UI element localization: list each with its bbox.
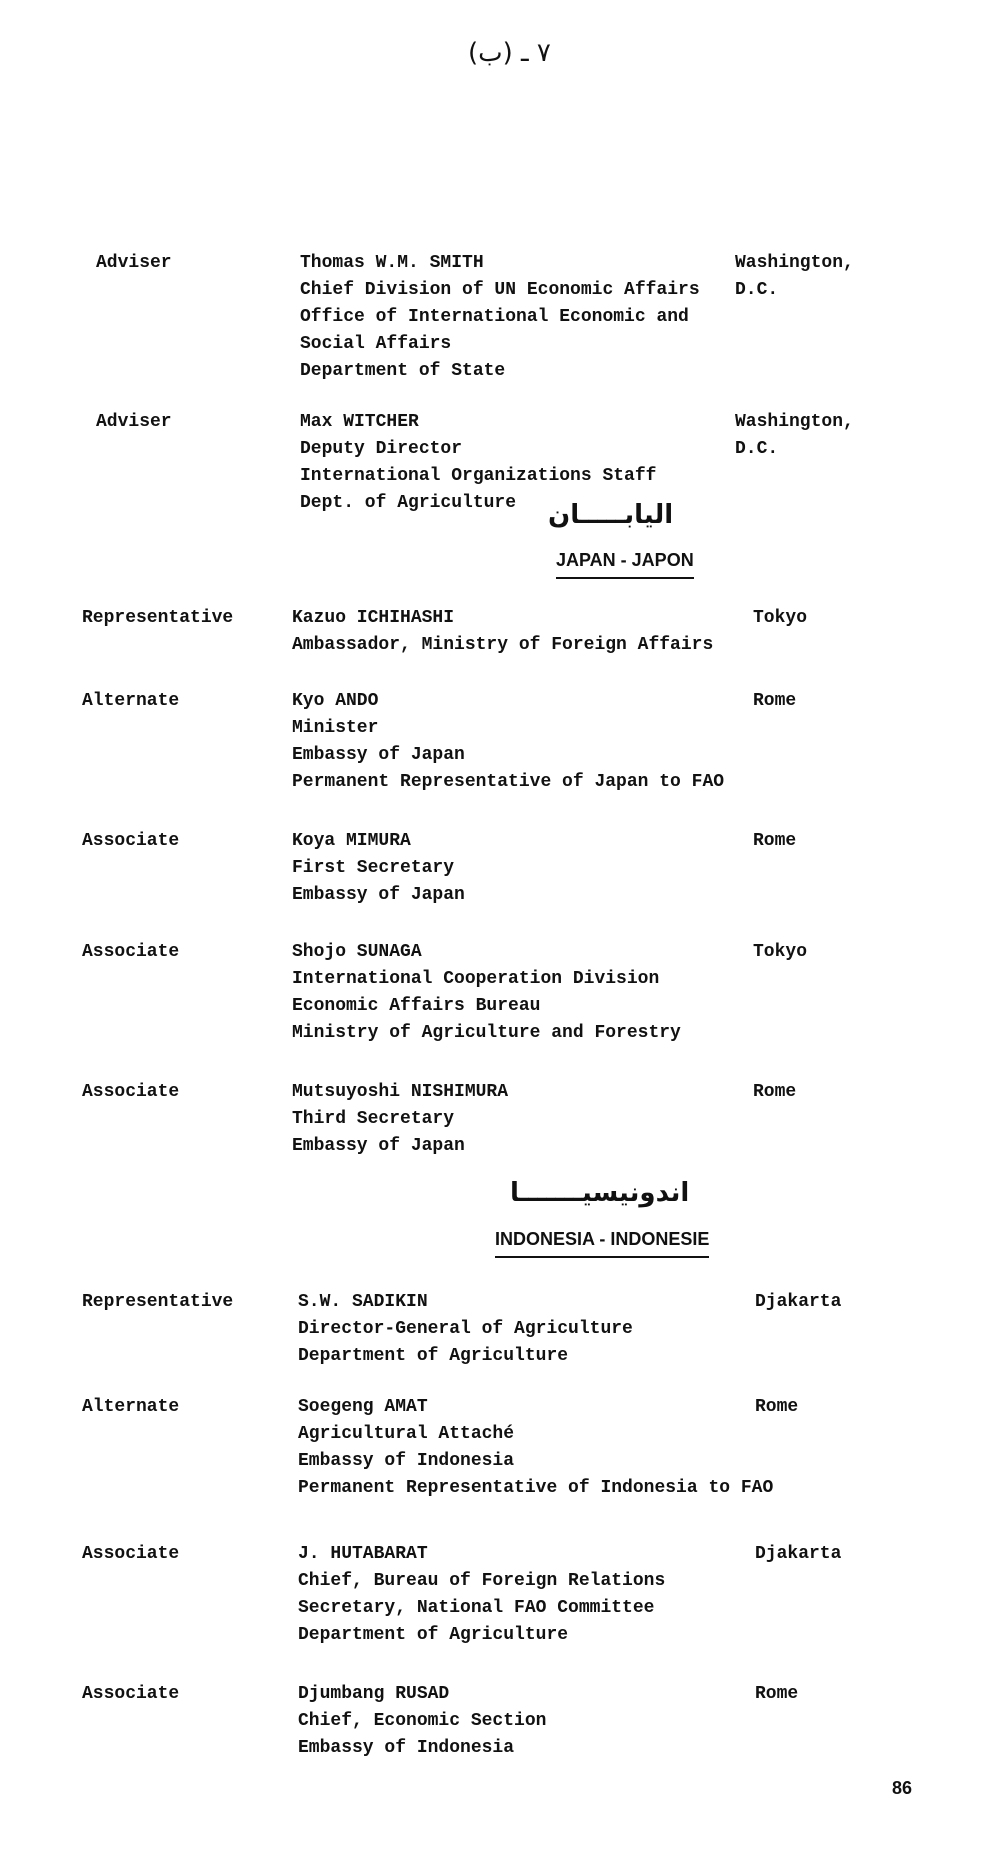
delegate-details-line: Embassy of Indonesia (298, 1451, 515, 1471)
delegate-location (755, 1289, 841, 1316)
delegate-details-line: S.W. SADIKIN (298, 1292, 428, 1312)
delegate-details-line: Minister (292, 718, 379, 738)
delegate-location (753, 605, 807, 632)
delegate-location-line: Washington, (735, 412, 854, 432)
delegate-details-line: Kazuo ICHIHASHI (292, 608, 455, 628)
delegate-role: Representative (82, 1292, 234, 1312)
delegate-details-line: Soegeng AMAT (298, 1397, 428, 1417)
delegate-role: Representative (82, 608, 234, 628)
delegate-role: Adviser (96, 253, 172, 273)
delegate-details-line: Economic Affairs Bureau (292, 996, 541, 1016)
delegate-details-line: J. HUTABARAT (298, 1544, 428, 1564)
delegate-details (292, 605, 713, 659)
delegate-role: Associate (82, 831, 180, 851)
delegate-location-line: D.C. (735, 439, 779, 459)
delegate-location (735, 409, 854, 463)
section-heading-japan: JAPAN - JAPON (556, 550, 694, 579)
delegate-details-line: International Organizations Staff (300, 466, 657, 486)
delegate-role: Associate (82, 1684, 180, 1704)
delegate-location-line: Rome (755, 1397, 799, 1417)
delegate-location (753, 1079, 796, 1106)
delegate-role: Associate (82, 1544, 180, 1564)
delegate-details-line: Embassy of Japan (292, 1136, 465, 1156)
delegate-details-line: Permanent Representative of Indonesia to FAO (298, 1478, 774, 1498)
delegate-location-line: Rome (755, 1684, 799, 1704)
delegate-location-line: Rome (753, 831, 797, 851)
delegate-location (755, 1541, 841, 1568)
delegate-details-line: International Cooperation Division (292, 969, 660, 989)
delegate-details-line: Agricultural Attaché (298, 1424, 515, 1444)
delegate-location-line: Rome (753, 1082, 797, 1102)
section-arabic-title: اندونيسيـــــــا (510, 1178, 690, 1208)
delegate-details-line: Max WITCHER (300, 412, 419, 432)
delegate-location (753, 828, 796, 855)
delegate-details-line: Embassy of Indonesia (298, 1738, 515, 1758)
delegate-details (292, 1079, 508, 1160)
delegate-location-line: D.C. (735, 280, 779, 300)
section-arabic-title: اليابـــــان (548, 500, 674, 530)
delegate-details-line: First Secretary (292, 858, 455, 878)
delegate-details-line: Embassy of Japan (292, 745, 465, 765)
delegate-location (735, 250, 854, 304)
delegate-details-line: Kyo ANDO (292, 691, 379, 711)
page-number: 86 (892, 1778, 913, 1798)
delegate-details-line: Social Affairs (300, 334, 452, 354)
delegate-details-line: Secretary, National FAO Committee (298, 1598, 655, 1618)
delegate-details-line: Director-General of Agriculture (298, 1319, 633, 1339)
delegate-details (292, 939, 681, 1047)
delegate-details-line: Department of State (300, 361, 506, 381)
delegate-details-line: Department of Agriculture (298, 1625, 569, 1645)
delegate-details-line: Embassy of Japan (292, 885, 465, 905)
delegate-details (292, 688, 724, 796)
delegate-details (298, 1394, 773, 1502)
delegate-details-line: Chief, Economic Section (298, 1711, 547, 1731)
delegate-details-line: Third Secretary (292, 1109, 455, 1129)
delegate-details-line: Permanent Representative of Japan to FAO (292, 772, 725, 792)
delegate-location-line: Djakarta (755, 1292, 842, 1312)
delegate-details-line: Koya MIMURA (292, 831, 411, 851)
delegate-location (753, 688, 796, 715)
delegate-details-line: Ambassador, Ministry of Foreign Affairs (292, 635, 714, 655)
delegate-location-line: Washington, (735, 253, 854, 273)
delegate-location (753, 939, 807, 966)
delegate-details (298, 1289, 633, 1370)
delegate-location-line: Tokyo (753, 608, 808, 628)
delegate-details-line: Department of Agriculture (298, 1346, 569, 1366)
page-title: ٧ ـ (ب) (468, 38, 551, 68)
delegate-details-line: Mutsuyoshi NISHIMURA (292, 1082, 509, 1102)
delegate-role: Alternate (82, 1397, 180, 1417)
delegate-details (298, 1541, 665, 1649)
delegate-location-line: Djakarta (755, 1544, 842, 1564)
delegate-location (755, 1681, 798, 1708)
delegate-details (292, 828, 465, 909)
delegate-details-line: Ministry of Agriculture and Forestry (292, 1023, 681, 1043)
delegate-details-line: Thomas W.M. SMITH (300, 253, 484, 273)
delegate-role: Adviser (96, 412, 172, 432)
section-heading-indonesia: INDONESIA - INDONESIE (495, 1229, 709, 1258)
delegate-location-line: Rome (753, 691, 797, 711)
delegate-details-line: Djumbang RUSAD (298, 1684, 450, 1704)
delegate-role: Alternate (82, 691, 180, 711)
delegate-details-line: Chief Division of UN Economic Affairs (300, 280, 700, 300)
delegate-role: Associate (82, 942, 180, 962)
delegate-details-line: Deputy Director (300, 439, 463, 459)
delegate-location-line: Tokyo (753, 942, 808, 962)
delegate-location (755, 1394, 798, 1421)
delegate-details-line: Dept. of Agriculture (300, 493, 517, 513)
delegate-details-line: Chief, Bureau of Foreign Relations (298, 1571, 666, 1591)
delegate-details-line: Shojo SUNAGA (292, 942, 422, 962)
delegate-details (298, 1681, 546, 1762)
delegate-details-line: Office of International Economic and (300, 307, 689, 327)
delegate-role: Associate (82, 1082, 180, 1102)
delegate-details (300, 250, 700, 385)
